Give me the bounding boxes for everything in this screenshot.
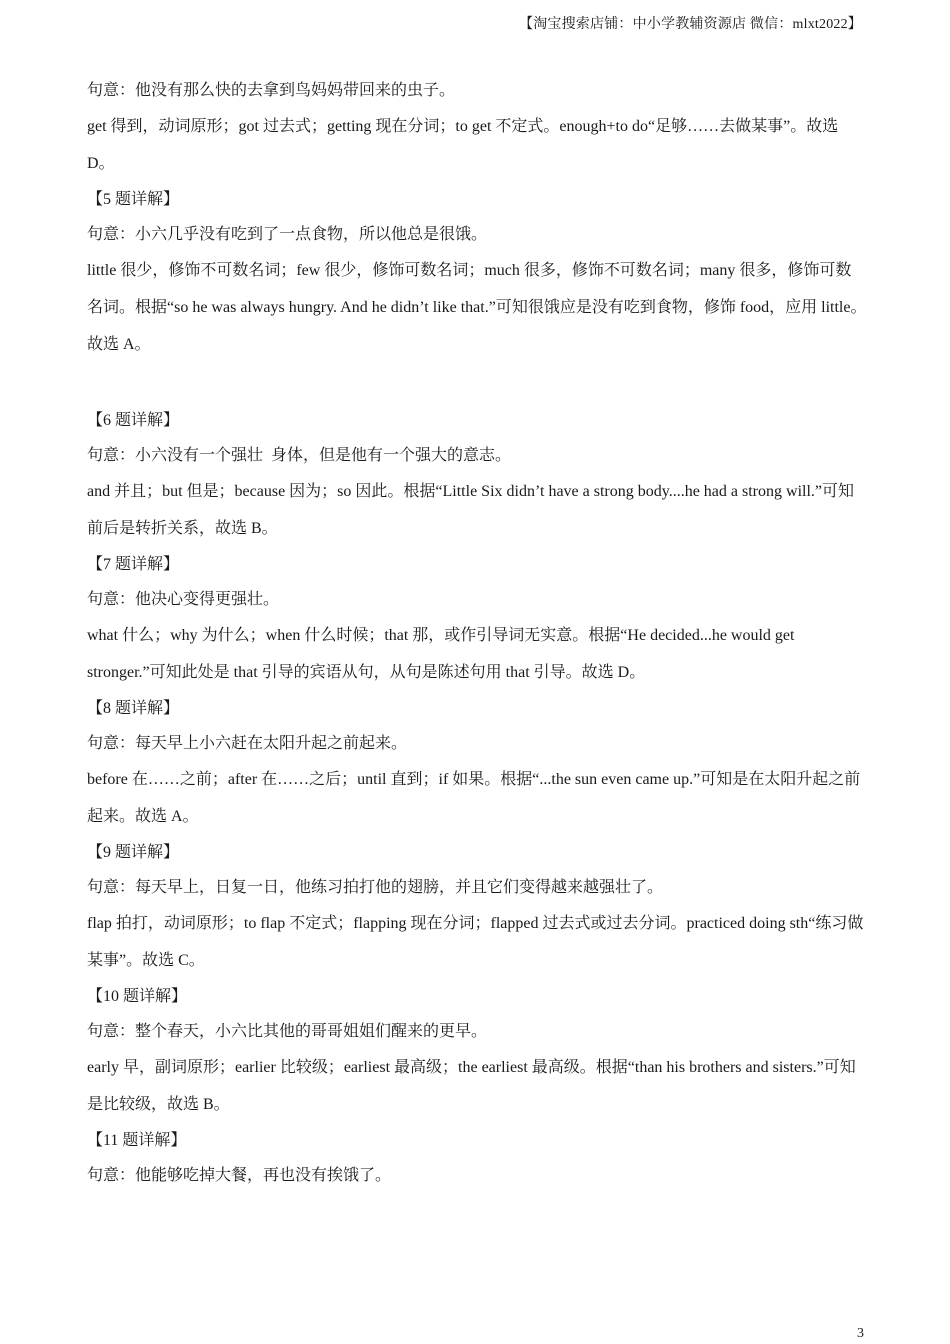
answer-block-10 — [87, 979, 867, 1123]
answer-block-4 — [87, 73, 867, 182]
explanation-text: flap 拍打，动词原形；to flap 不定式；flapping 现在分词；flapped 过去式或过去分词。practiced doing sth“练习做某事”。故选 C。 — [87, 915, 864, 969]
section-heading: 【7 题详解】 — [87, 556, 180, 573]
explanation-text: early 早，副词原形；earlier 比较级；earliest 最高级；the earliest 最高级。根据“than his brothers and sisters.”可知是比较级，故选 B。 — [87, 1059, 856, 1113]
explanation-text: get 得到，动词原形；got 过去式；getting 现在分词；to get 不定式。enough+to do“足够……去做某事”。故选 D。 — [87, 118, 843, 172]
document-body — [87, 73, 867, 1193]
section-heading: 【8 题详解】 — [87, 700, 180, 717]
explanation-text: little 很少，修饰不可数名词；few 很少，修饰可数名词；much 很多，修饰不可数名词；many 很多，修饰可数名词。根据“so he was always hungry. And he didn’t like that.”可知很饿应是没有吃到食物，修饰 food，应用 little。故选 A。 — [87, 262, 867, 353]
answer-block-5 — [87, 182, 867, 363]
answer-block-6 — [87, 403, 867, 547]
sentence-meaning: 句意：他没有那么快的去拿到鸟妈妈带回来的虫子。 — [87, 82, 456, 99]
sentence-meaning: 句意：整个春天，小六比其他的哥哥姐姐们醒来的更早。 — [87, 1023, 488, 1040]
sentence-meaning: 句意：他决心变得更强壮。 — [87, 591, 280, 608]
sentence-meaning: 句意：小六没有一个强壮 身体，但是他有一个强大的意志。 — [87, 447, 512, 464]
sentence-meaning: 句意：每天早上，日复一日，他练习拍打他的翅膀，并且它们变得越来越强壮了。 — [87, 879, 664, 896]
section-heading: 【11 题详解】 — [87, 1132, 187, 1149]
explanation-text: and 并且；but 但是；because 因为；so 因此。根据“Little Six didn’t have a strong body....he had a strong will.”可知前后是转折关系，故选 B。 — [87, 483, 855, 537]
sentence-meaning: 句意：每天早上小六赶在太阳升起之前起来。 — [87, 735, 408, 752]
section-heading: 【6 题详解】 — [87, 412, 180, 429]
page-number: 3 — [857, 1326, 864, 1341]
answer-block-11 — [87, 1123, 867, 1193]
explanation-text: before 在……之前；after 在……之后；until 直到；if 如果。根据“...the sun even came up.”可知是在太阳升起之前起来。故选 A。 — [87, 771, 861, 825]
answer-block-8 — [87, 691, 867, 835]
sentence-meaning: 句意：他能够吃掉大餐，再也没有挨饿了。 — [87, 1167, 392, 1184]
section-heading: 【5 题详解】 — [87, 191, 180, 208]
section-heading: 【10 题详解】 — [87, 988, 188, 1005]
explanation-text: what 什么；why 为什么；when 什么时候；that 那，或作引导词无实意。根据“He decided...he would get stronger.”可知此处是 that 引导的宾语从句，从句是陈述句用 that 引导。故选 D。 — [87, 627, 799, 681]
answer-block-7 — [87, 547, 867, 691]
page-header: 【淘宝搜索店铺：中小学教辅资源店 微信：mlxt2022】 — [519, 17, 862, 32]
sentence-meaning: 句意：小六几乎没有吃到了一点食物，所以他总是很饿。 — [87, 226, 488, 243]
blank-spacer — [87, 363, 867, 403]
section-heading: 【9 题详解】 — [87, 844, 180, 861]
answer-block-9 — [87, 835, 867, 979]
